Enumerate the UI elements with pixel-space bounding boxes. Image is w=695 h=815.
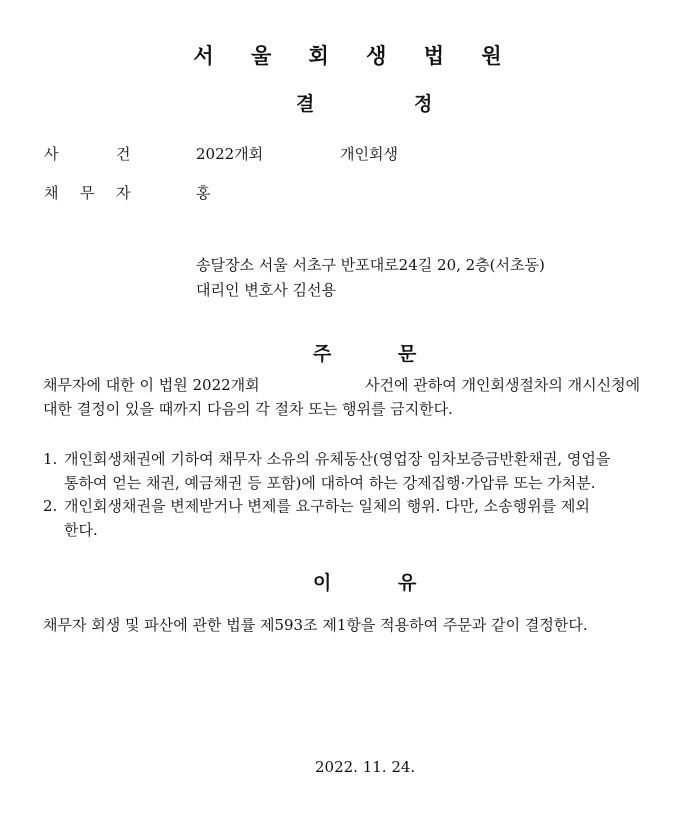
case-number: 2022개회 (196, 145, 264, 163)
doc-title-right: 정 (414, 93, 433, 115)
order-heading-right: 문 (398, 343, 417, 365)
order-item-line2: 통하여 얻는 채권, 예금채권 등 포함)에 대하여 하는 강제집행·가압류 또는 가처분. (64, 474, 596, 492)
order-item-line1: 개인회생채권을 변제받거나 변제를 요구하는 일체의 행위. 다만, 소송행위를 제외 (64, 497, 590, 515)
order-item-number: 2. (43, 497, 58, 515)
debtor-label-3: 자 (116, 184, 131, 202)
reason-text: 채무자 회생 및 파산에 관한 법률 제593조 제1항을 적용하여 주문과 같이 결정한다. (43, 616, 588, 634)
court-name: 서 울 회 생 법 원 (193, 44, 517, 68)
case-type: 개인회생 (340, 145, 398, 163)
order-item-line2: 한다. (64, 521, 98, 539)
service-address: 송달장소 서울 서초구 반포대로24길 20, 2층(서초동) (196, 256, 545, 274)
case-label-1: 사 (44, 145, 59, 163)
debtor-label-2: 무 (80, 184, 95, 202)
order-intro-line1-a: 채무자에 대한 이 법원 2022개회 (43, 376, 260, 394)
debtor-label-1: 채 (44, 184, 59, 202)
order-intro-line1-b: 사건에 관하여 개인회생절차의 개시신청에 (365, 376, 641, 394)
order-intro-line2: 대한 결정이 있을 때까지 다음의 각 절차 또는 행위를 금지한다. (43, 400, 453, 418)
order-item-number: 1. (43, 450, 58, 468)
order-item-line1: 개인회생채권에 기하여 채무자 소유의 유체동산(영업장 임차보증금반환채권, 영업을 (64, 450, 611, 468)
decision-date: 2022. 11. 24. (315, 758, 416, 776)
reason-heading-left: 이 (313, 572, 332, 594)
order-heading-left: 주 (313, 343, 332, 365)
representative: 대리인 변호사 김선용 (196, 281, 336, 299)
case-label-2: 건 (116, 145, 131, 163)
debtor-name: 홍 (196, 184, 211, 202)
doc-title-left: 결 (296, 93, 315, 115)
reason-heading-right: 유 (398, 572, 417, 594)
